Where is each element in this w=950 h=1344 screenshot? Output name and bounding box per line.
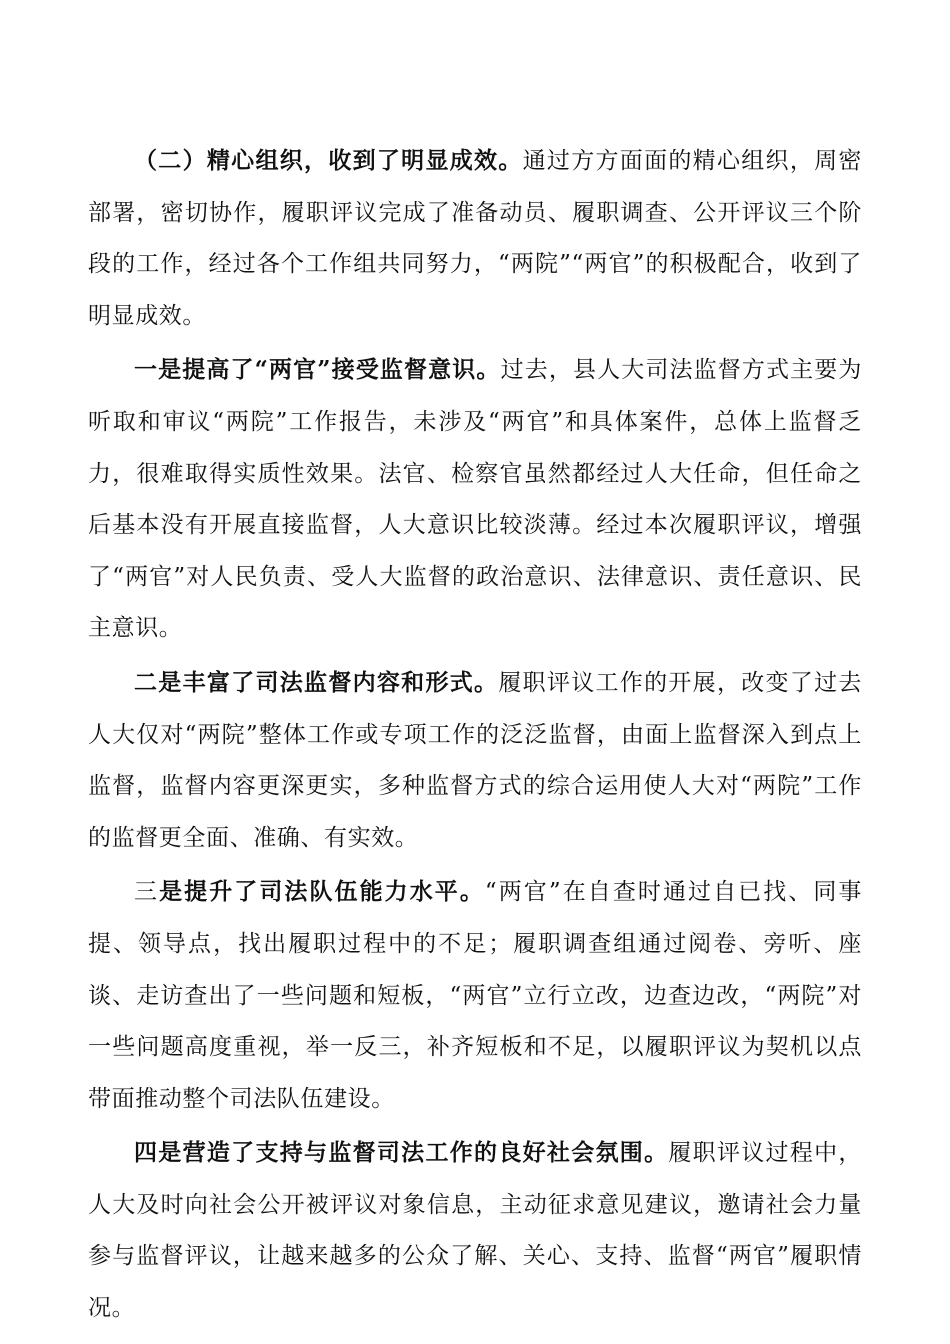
paragraph-heading: 二是丰富了司法监督内容和形式。 (134, 668, 499, 696)
paragraph-body: “两官”在自查时通过自已找、同事提、领导点，找出履职过程中的不足；履职调查组通过阅卷、旁听、座谈、走访查出了一些问题和短板，“两官”立行立改，边查边改，“两院”对一些问题高度重视，举一反三，补齐短板和不足，以履职评议为契机以点带面推动整个司法队伍建设。 (88, 879, 862, 1112)
paragraph-point-one (88, 344, 862, 655)
paragraph-point-three (88, 866, 862, 1125)
paragraph-body: 履职评议工作的开展，改变了过去人大仅对“两院”整体工作或专项工作的泛泛监督，由面上监督深入到点上监督，监督内容更深更实，多种监督方式的综合运用使人大对“两院”工作的监督更全面、准确、有实效。 (88, 669, 863, 851)
paragraph-body: 履职评议过程中，人大及时向社会公开被评议对象信息，主动征求意见建议，邀请社会力量参与监督评议，让越来越多的公众了解、关心、支持、监督“两官”履职情况。 (88, 1140, 862, 1322)
paragraph-point-two (88, 657, 862, 864)
paragraph-heading: 四是营造了支持与监督司法工作的良好社会氛围。 (134, 1139, 669, 1167)
paragraph-heading-prefix: 三 (134, 879, 160, 906)
paragraph-body: 通过方方面面的精心组织，周密部署，密切协作，履职评议完成了准备动员、履职调查、公开评议三个阶段的工作，经过各个工作组共同努力，“两院”“两官”的积极配合，收到了明显成效。 (88, 148, 862, 329)
document-page (88, 135, 862, 1337)
paragraph-heading: 一是提高了“两官”接受监督意识。 (134, 356, 501, 384)
paragraph-heading: （二）精心组织，收到了明显成效。 (134, 147, 523, 174)
paragraph-body: 过去，县人大司法监督方式主要为听取和审议“两院”工作报告，未涉及“两官”和具体案件，总体上监督乏力，很难取得实质性效果。法官、检察官虽然都经过人大任命，但任命之后基本没有开展直接监督，人大意识比较淡薄。经过本次履职评议，增强了“两官”对人民负责、受人大监督的政治意识、法律意识、责任意识、民主意识。 (88, 357, 862, 642)
paragraph-heading: 是提升了司法队伍能力水平。 (159, 878, 485, 906)
paragraph-point-four (88, 1127, 862, 1334)
paragraph-organization (88, 135, 862, 342)
